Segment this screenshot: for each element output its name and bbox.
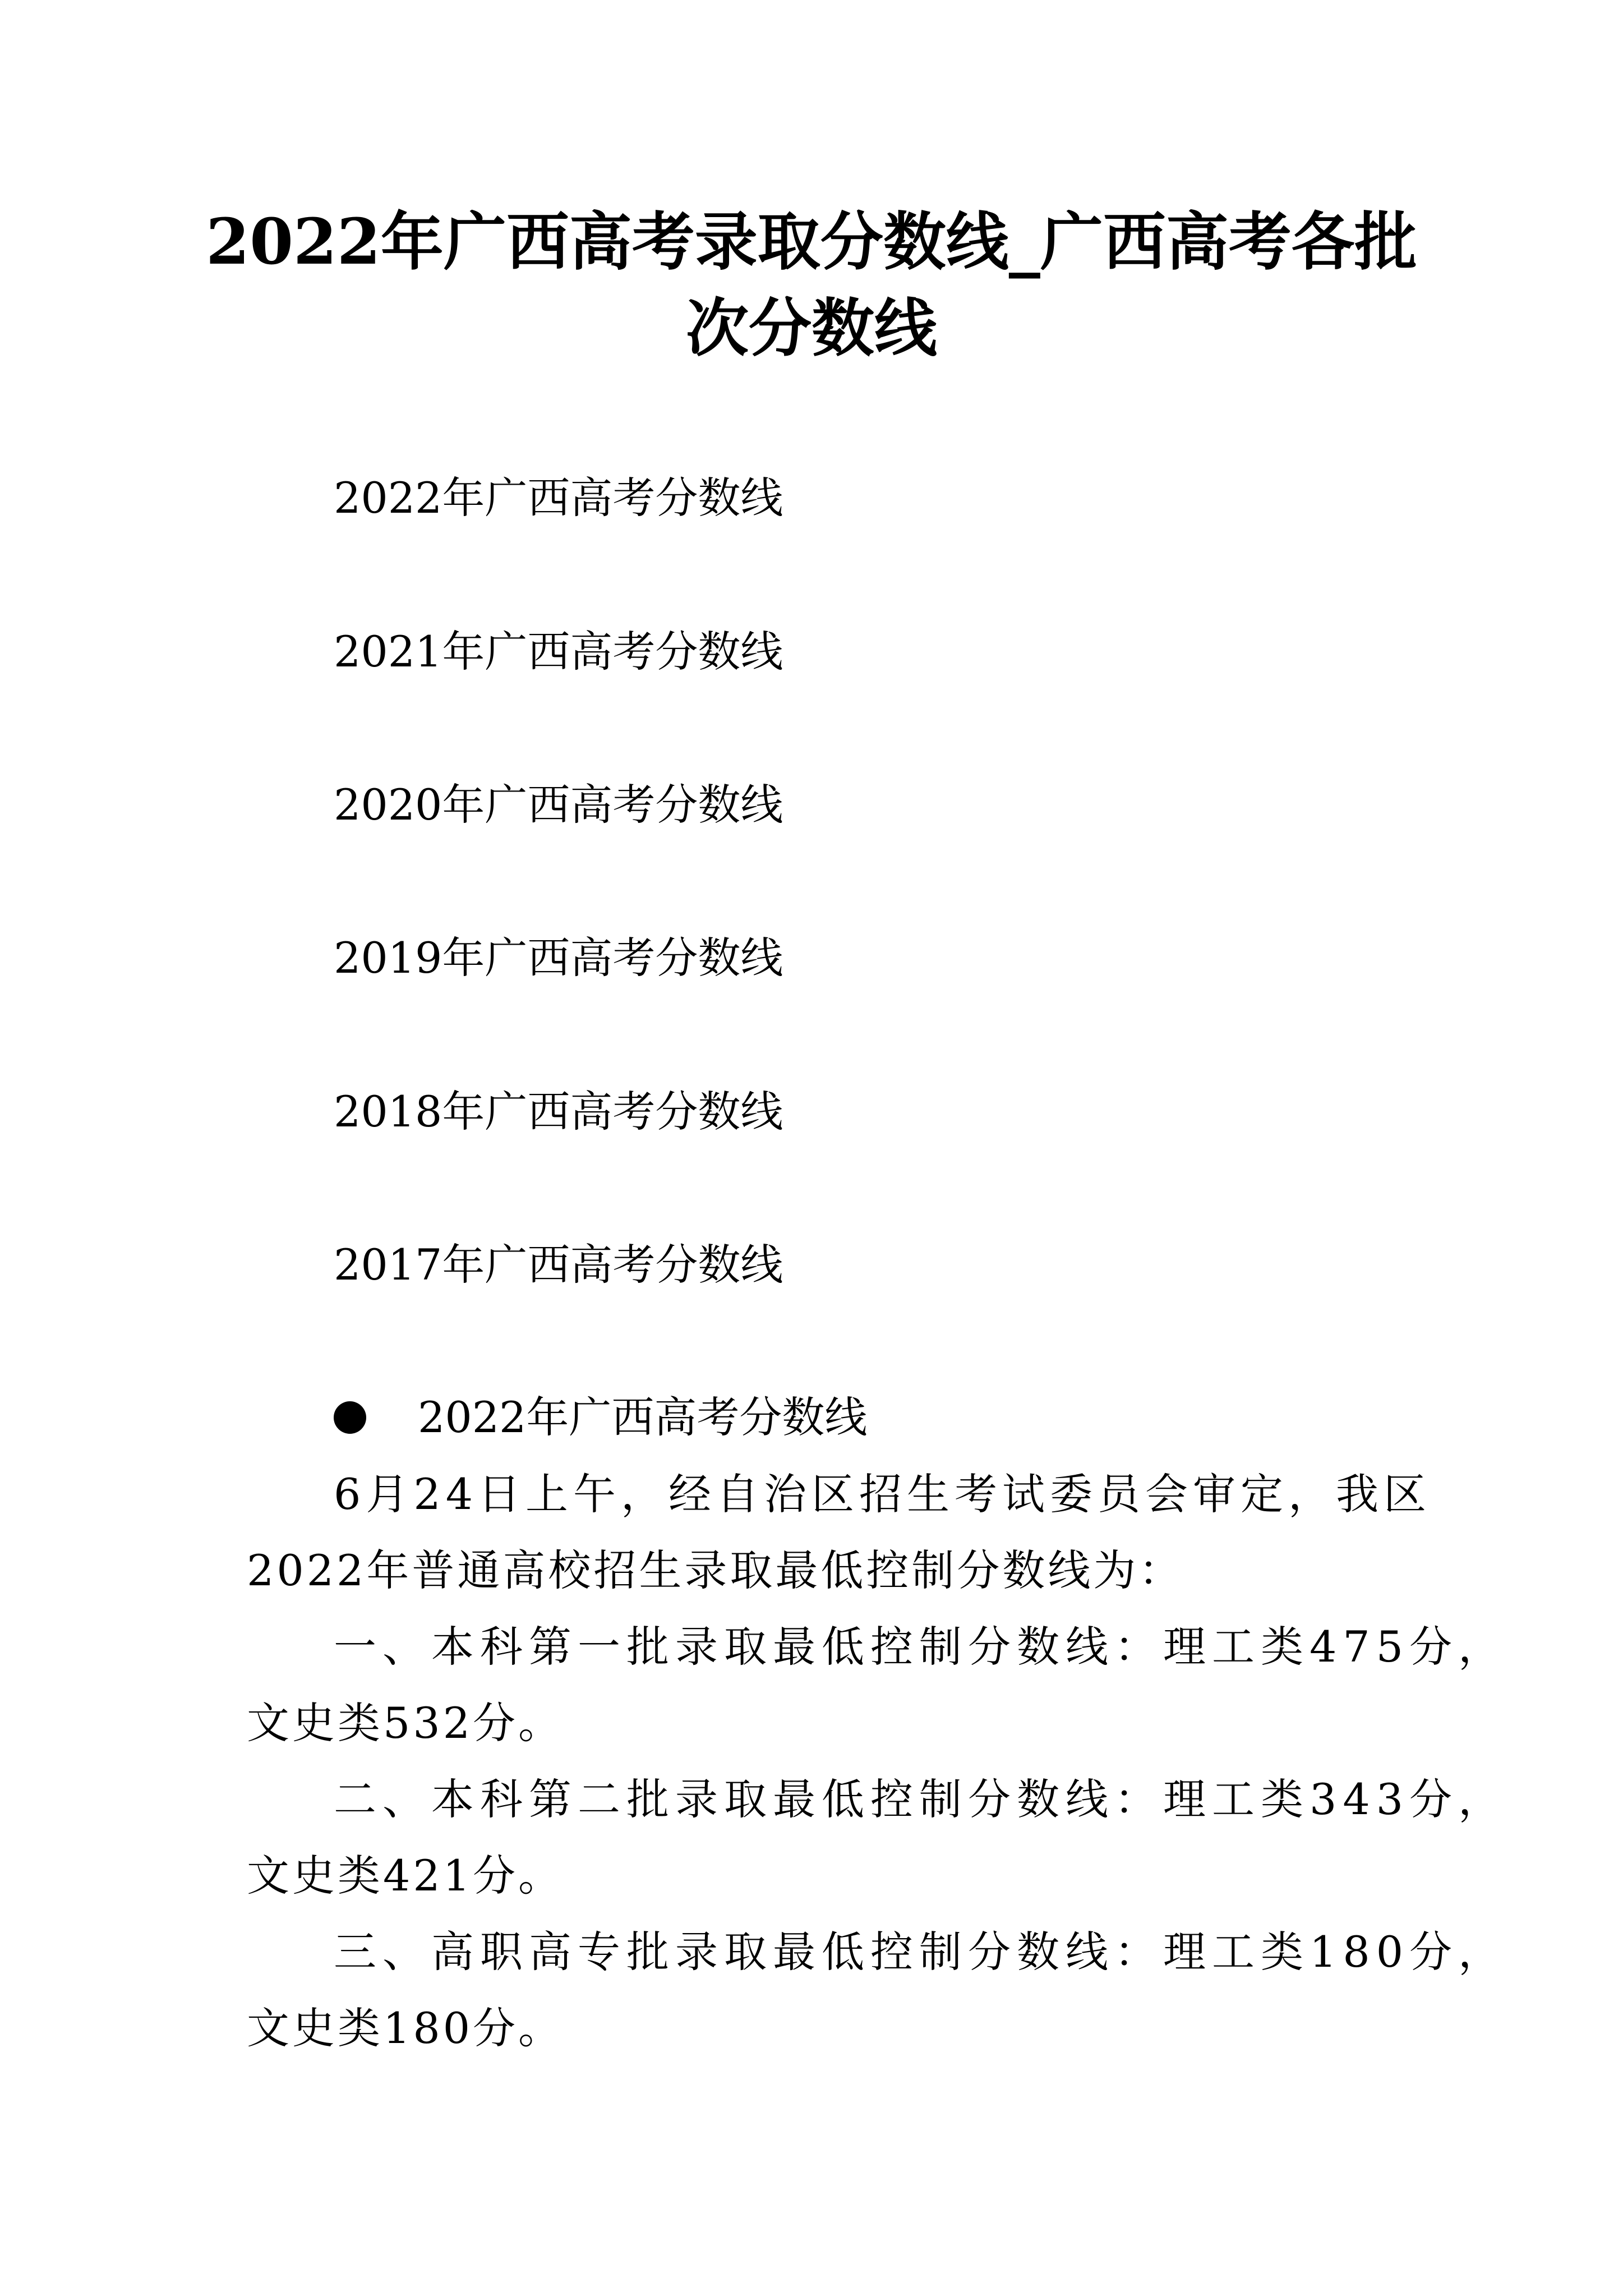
- document-title-line-2: 次分数线: [686, 292, 937, 365]
- paragraph-batch-1-line-1: 一、本科第一批录取最低控制分数线：理工类475分，: [334, 1622, 1507, 1672]
- bullet-icon: [334, 1401, 366, 1434]
- paragraph-batch-2-line-2: 文史类421分。: [247, 1851, 564, 1901]
- toc-item-2019[interactable]: 2019年广西高考分数线: [334, 933, 783, 983]
- paragraph-batch-3-line-2: 文史类180分。: [247, 2003, 564, 2053]
- toc-item-2021[interactable]: 2021年广西高考分数线: [334, 627, 783, 677]
- paragraph-batch-3-line-1: 三、高职高专批录取最低控制分数线：理工类180分，: [334, 1927, 1507, 1977]
- paragraph-batch-2-line-1: 二、本科第二批录取最低控制分数线：理工类343分，: [334, 1774, 1507, 1824]
- toc-item-2022[interactable]: 2022年广西高考分数线: [334, 473, 783, 523]
- toc-item-2018[interactable]: 2018年广西高考分数线: [334, 1087, 783, 1137]
- toc-item-2020[interactable]: 2020年广西高考分数线: [334, 780, 783, 830]
- section-heading-text: 2022年广西高考分数线: [418, 1392, 868, 1442]
- document-title-line-1: 2022年广西高考录取分数线_广西高考各批: [206, 205, 1417, 279]
- paragraph-intro-line-2: 2022年普通高校招生录取最低控制分数线为：: [247, 1545, 1184, 1595]
- paragraph-intro-line-1: 6月24日上午，经自治区招生考试委员会审定，我区: [334, 1469, 1432, 1519]
- paragraph-batch-1-line-2: 文史类532分。: [247, 1698, 564, 1748]
- toc-item-2017[interactable]: 2017年广西高考分数线: [334, 1240, 783, 1290]
- section-heading: [334, 1389, 867, 1446]
